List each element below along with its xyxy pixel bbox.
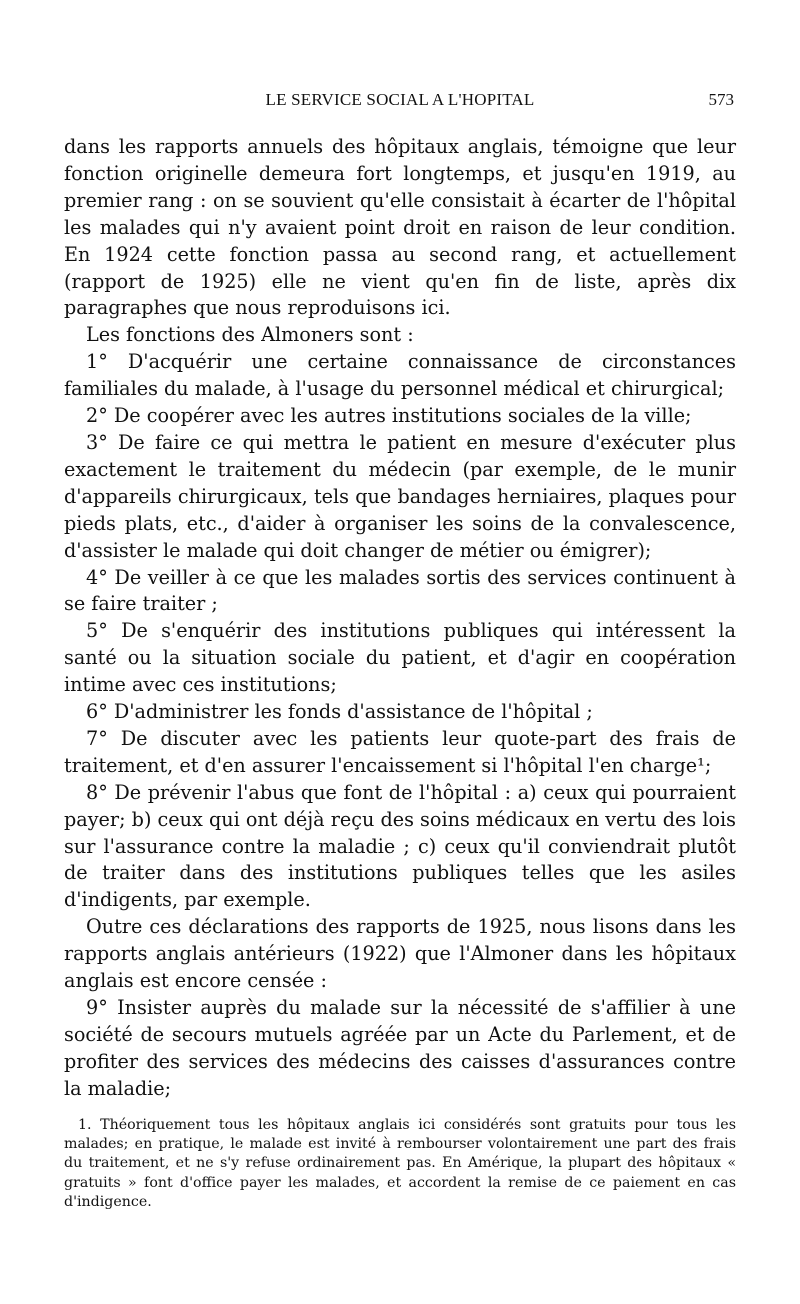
list-item-1: 1° D'acquérir une certaine connaissance de circonstances familiales du malade, à l'usage du personnel médical et chirurgical; — [64, 350, 736, 401]
list-item-9: 9° Insister auprès du malade sur la nécessité de s'affilier à une société de secours mutuels agréée par un Acte du Parlement, et de profiter des services des médecins des caisses d'assurances contre la maladie; — [64, 996, 736, 1100]
footnote-1: 1. Théoriquement tous les hôpitaux anglais ici considérés sont gratuits pour tous les malades; en pratique, le malade est invité à rembourser volontairement une part des frais du traitement, et ne s'y refuse ordinairement pas. En Amérique, la plupart des hôpitaux « gratuits » font d'office payer les malades, et accordent la remise de ce paiement en cas d'indigence. — [64, 1117, 736, 1210]
paragraph-earlier-reports: Outre ces déclarations des rapports de 1925, nous lisons dans les rapports anglais antérieurs (1922) que l'Almoner dans les hôpitaux anglais est encore censée : — [64, 915, 736, 993]
list-item-2: 2° De coopérer avec les autres institutions sociales de la ville; — [86, 404, 692, 428]
list-item-8: 8° De prévenir l'abus que font de l'hôpital : a) ceux qui pourraient payer; b) ceux qui ont déjà reçu des soins médicaux en vertu des lois sur l'assurance contre la maladie ; c) ceux qu'il conviendrait plutôt de traiter dans des institutions publiques telles que les asiles d'indigents, par exemple. — [64, 780, 736, 912]
list-item-3: 3° De faire ce qui mettra le patient en mesure d'exécuter plus exactement le traitement du médecin (par exemple, de le munir d'appareils chirurgicaux, tels que bandages herniaires, plaques pour pieds plats, etc., d'aider à organiser les soins de la convalescence, d'assister le malade qui doit changer de métier ou émigrer); — [64, 430, 736, 562]
list-item-7: 7° De discuter avec les patients leur quote-part des frais de traitement, et d'en assurer l'encaissement si l'hôpital l'en charge¹; — [64, 726, 736, 777]
running-head — [64, 88, 736, 114]
list-item-5: 5° De s'enquérir des institutions publiques qui intéressent la santé ou la situation sociale du patient, et d'agir en coopération intime avec ces institutions; — [64, 619, 736, 697]
body-text — [64, 134, 736, 1103]
running-title: LE SERVICE SOCIAL A L'HOPITAL — [265, 90, 535, 109]
footnote-block — [64, 1116, 736, 1212]
list-item-4: 4° De veiller à ce que les malades sortis des services continuent à se faire traiter ; — [64, 565, 736, 616]
page-number: 573 — [708, 90, 734, 109]
paragraph-continuation: dans les rapports annuels des hôpitaux anglais, témoigne que leur fonction originelle demeura fort longtemps, et jusqu'en 1919, au premier rang : on se souvient qu'elle consistait à écarter de l'hôpital les malades qui n'y avaient point droit en raison de leur condition. En 1924 cette fonction passa au second rang, et actuellement (rapport de 1925) elle ne vient qu'en fin de liste, après dix paragraphes que nous reproduisons ici. — [64, 135, 736, 320]
list-item-6: 6° D'administrer les fonds d'assistance de l'hôpital ; — [86, 700, 593, 724]
paragraph-functions-intro: Les fonctions des Almoners sont : — [86, 323, 414, 347]
